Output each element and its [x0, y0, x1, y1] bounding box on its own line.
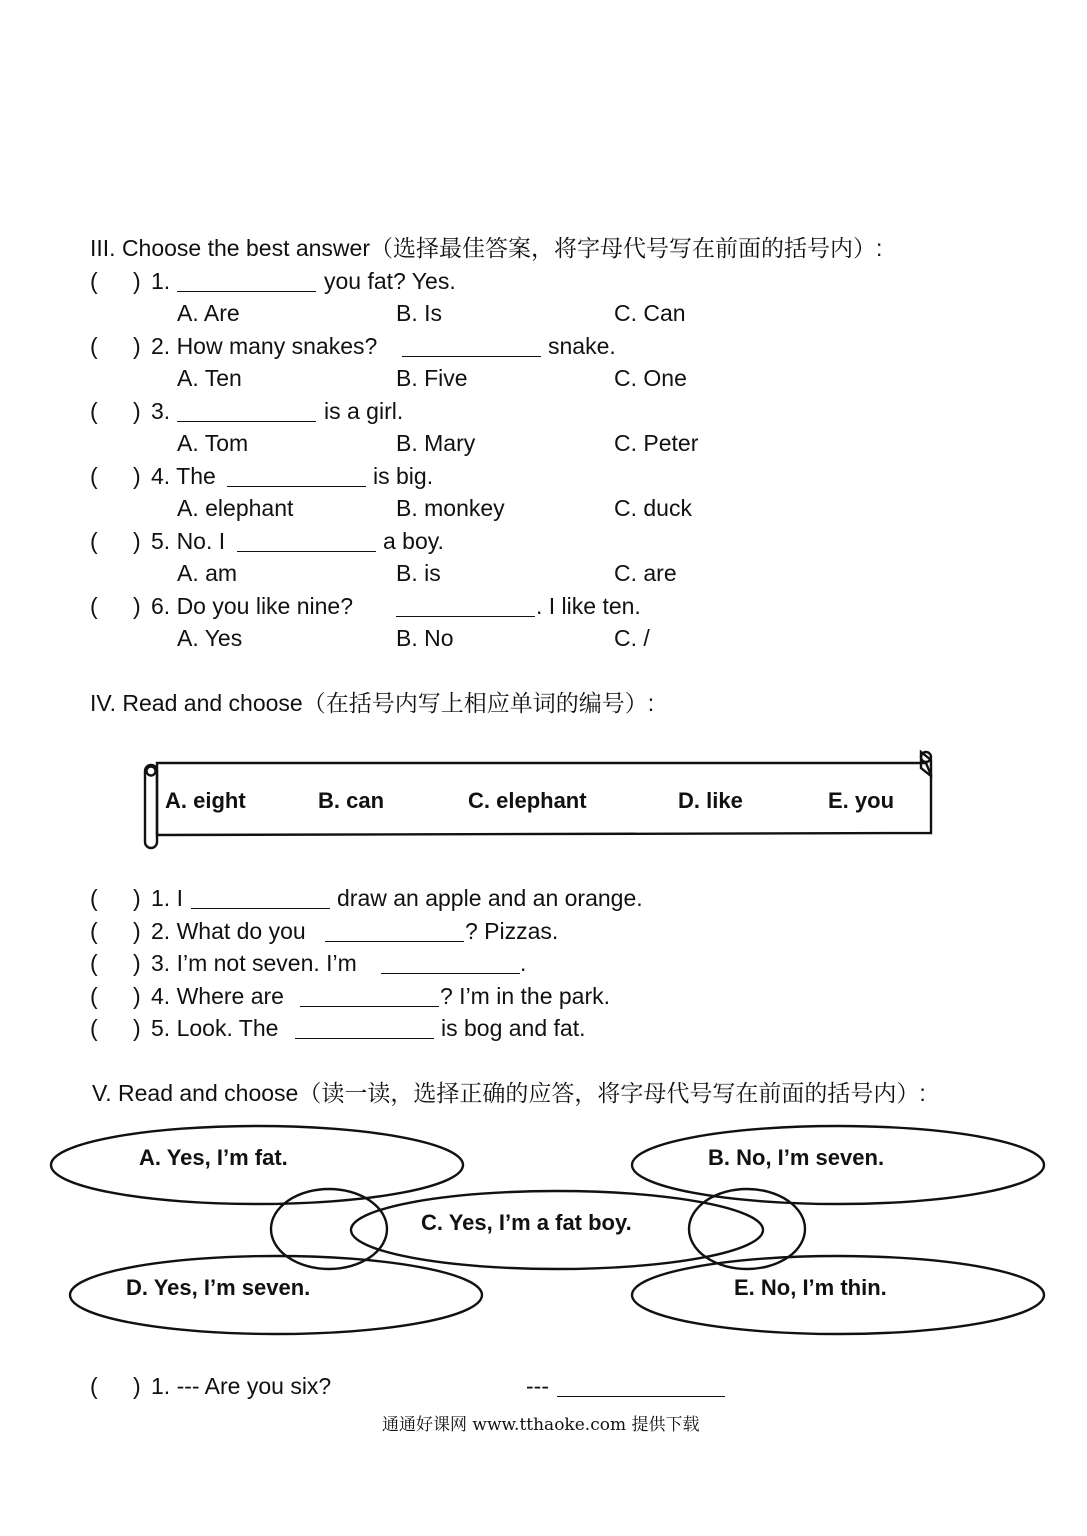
question-text: 2. How many snakes?: [151, 333, 378, 359]
option-a: A. Yes: [177, 625, 243, 651]
s3-question-5: [0, 527, 1087, 555]
option-b: B. No: [396, 625, 454, 651]
option-b: B. Is: [396, 300, 443, 326]
question-text: 6. Do you like nine?: [151, 593, 354, 619]
option-a: A. am: [177, 560, 238, 586]
s3-question-4: [0, 462, 1087, 490]
scroll-left-roll: [145, 765, 157, 848]
option-b: B. is: [396, 560, 441, 586]
option-c: C. One: [614, 365, 687, 391]
option-a: A. elephant: [177, 495, 294, 521]
fill-blank[interactable]: [381, 953, 520, 974]
s3-options-5: [0, 559, 1087, 587]
fill-blank[interactable]: [557, 1376, 725, 1397]
answer-paren-close: ): [133, 1373, 141, 1399]
question-text: 1. --- Are you six?: [151, 1373, 332, 1399]
answer-prefix: ---: [526, 1373, 549, 1399]
option-c: C. duck: [614, 495, 692, 521]
fill-blank[interactable]: [325, 921, 464, 942]
answer-paren-open: (: [90, 333, 98, 359]
fill-blank[interactable]: [177, 401, 316, 422]
response-option-c: C. Yes, I’m a fat boy.: [421, 1210, 632, 1235]
s3-options-1: [0, 299, 1087, 327]
question-text-after: is bog and fat.: [441, 1015, 586, 1041]
word-bank-item: A. eight: [165, 788, 246, 813]
option-a: A. Ten: [177, 365, 242, 391]
answer-paren-close: ): [133, 950, 141, 976]
answer-paren-close: ): [133, 593, 141, 619]
option-b: B. monkey: [396, 495, 505, 521]
fill-blank[interactable]: [295, 1018, 434, 1039]
word-bank-item: C. elephant: [468, 788, 587, 813]
answer-paren-open: (: [90, 950, 98, 976]
option-c: C. are: [614, 560, 677, 586]
footer-source: 通通好课网 www.tthaoke.com 提供下载: [382, 1415, 700, 1435]
response-option-b: B. No, I’m seven.: [708, 1145, 885, 1170]
question-text: 2. What do you: [151, 918, 306, 944]
response-option-a: A. Yes, I’m fat.: [139, 1145, 288, 1170]
s3-question-3: [0, 397, 1087, 425]
fill-blank[interactable]: [227, 466, 366, 487]
option-c: C. Can: [614, 300, 686, 326]
answer-paren-open: (: [90, 983, 98, 1009]
answer-paren-open: (: [90, 398, 98, 424]
question-number: 3.: [151, 398, 171, 424]
fill-blank[interactable]: [191, 888, 330, 909]
response-option-d: D. Yes, I’m seven.: [126, 1275, 311, 1300]
s3-options-2: [0, 364, 1087, 392]
section-5-heading: V. Read and choose（读一读，选择正确的应答，将字母代号写在前面的括号内）:: [92, 1080, 926, 1106]
answer-paren-close: ): [133, 885, 141, 911]
question-text-after: ? Pizzas.: [465, 918, 559, 944]
answer-paren-open: (: [90, 268, 98, 294]
question-text-after: snake.: [548, 333, 616, 359]
fill-blank[interactable]: [396, 596, 535, 617]
word-bank-item: B. can: [318, 788, 385, 813]
s3-options-6: [0, 624, 1087, 652]
answer-paren-open: (: [90, 1015, 98, 1041]
option-a: A. Are: [177, 300, 240, 326]
question-text: is a girl.: [324, 398, 404, 424]
question-text-after: draw an apple and an orange.: [337, 885, 643, 911]
question-number: 1.: [151, 268, 171, 294]
s4-question-2: [0, 917, 1087, 945]
s4-question-1: [0, 884, 1087, 912]
answer-paren-open: (: [90, 463, 98, 489]
question-text: you fat? Yes.: [324, 268, 456, 294]
answer-paren-open: (: [90, 918, 98, 944]
s4-question-3: [0, 949, 1087, 977]
word-bank-item: D. like: [678, 788, 743, 813]
question-text: 4. The: [151, 463, 216, 489]
section-3-heading: III. Choose the best answer（选择最佳答案，将字母代号写在前面的括号内）:: [90, 235, 883, 261]
s3-options-3: [0, 429, 1087, 457]
fill-blank[interactable]: [177, 271, 316, 292]
answer-paren-close: ): [133, 918, 141, 944]
question-text: 3. I’m not seven. I’m: [151, 950, 357, 976]
question-text: 4. Where are: [151, 983, 284, 1009]
answer-paren-open: (: [90, 885, 98, 911]
word-bank-item: E. you: [828, 788, 895, 813]
answer-paren-open: (: [90, 593, 98, 619]
s3-question-1: [0, 267, 1087, 295]
option-b: B. Mary: [396, 430, 476, 456]
scroll-left-curl: [147, 767, 156, 776]
option-c: C. Peter: [614, 430, 699, 456]
question-text: 5. No. I: [151, 528, 226, 554]
s3-options-4: [0, 494, 1087, 522]
question-text: 1. I: [151, 885, 183, 911]
answer-paren-open: (: [90, 1373, 98, 1399]
question-text-after: ? I’m in the park.: [440, 983, 611, 1009]
answer-paren-close: ): [133, 1015, 141, 1041]
s3-question-2: [0, 332, 1087, 360]
question-text-after: .: [520, 950, 527, 976]
s4-question-4: [0, 982, 1087, 1010]
answer-paren-close: ): [133, 463, 141, 489]
answer-paren-close: ): [133, 528, 141, 554]
question-text-after: . I like ten.: [536, 593, 641, 619]
answer-paren-close: ): [133, 268, 141, 294]
s3-question-6: [0, 592, 1087, 620]
answer-paren-open: (: [90, 528, 98, 554]
option-b: B. Five: [396, 365, 468, 391]
option-a: A. Tom: [177, 430, 249, 456]
fill-blank[interactable]: [237, 531, 376, 552]
question-text-after: is big.: [373, 463, 434, 489]
answer-paren-close: ): [133, 333, 141, 359]
question-text: 5. Look. The: [151, 1015, 279, 1041]
s4-question-5: [0, 1014, 1087, 1042]
option-c: C. /: [614, 625, 650, 651]
question-text-after: a boy.: [383, 528, 444, 554]
fill-blank[interactable]: [402, 336, 541, 357]
section-4-heading: IV. Read and choose（在括号内写上相应单词的编号）:: [90, 690, 655, 716]
answer-paren-close: ): [133, 398, 141, 424]
fill-blank[interactable]: [300, 986, 439, 1007]
response-option-e: E. No, I’m thin.: [734, 1275, 887, 1300]
answer-paren-close: ): [133, 983, 141, 1009]
s5-question-1: [0, 1372, 1087, 1400]
